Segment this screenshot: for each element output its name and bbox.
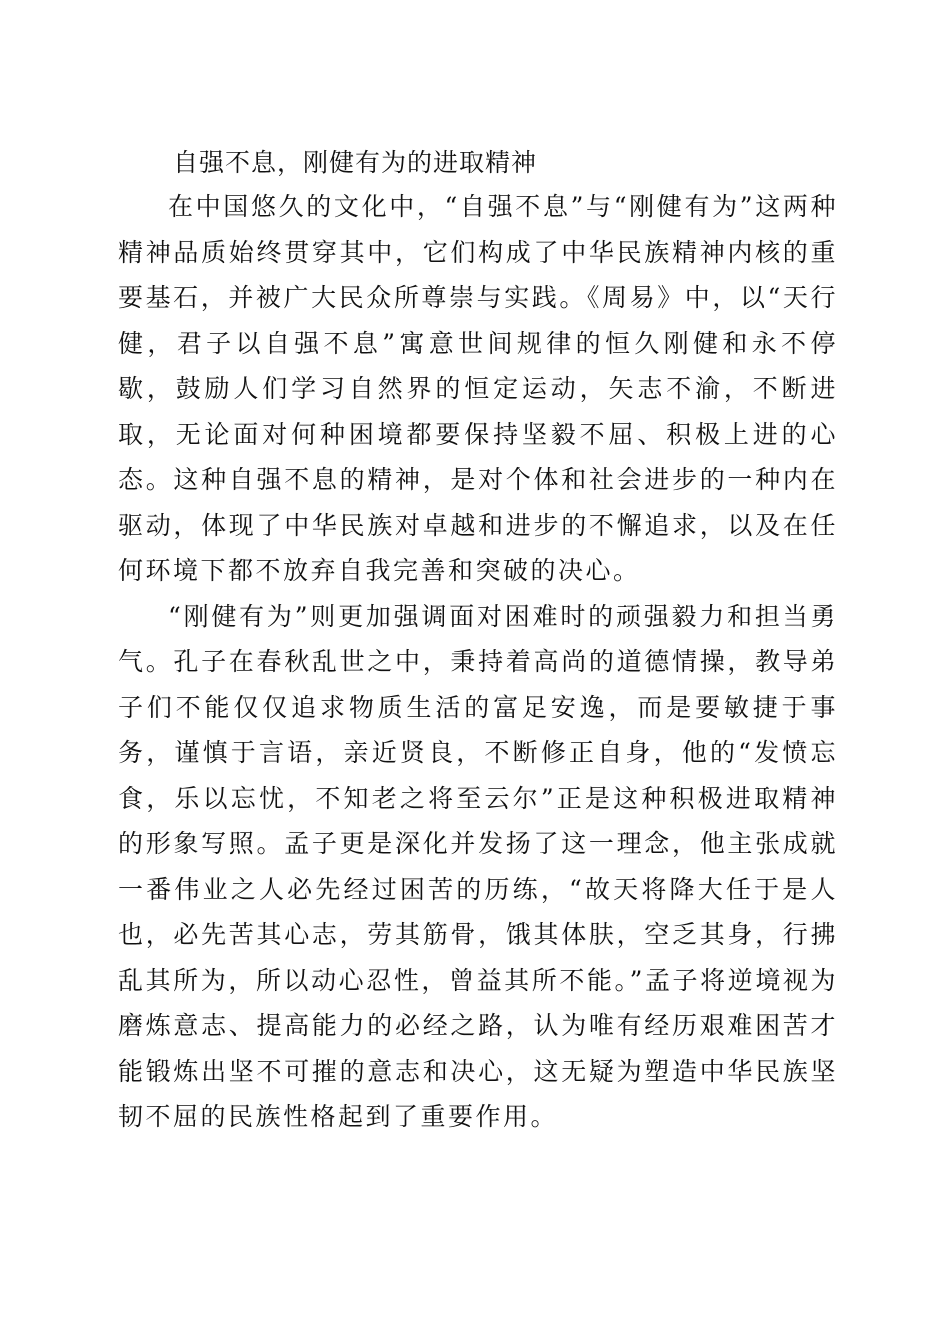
- paragraph-1: 在中国悠久的文化中，“自强不息”与“刚健有为”这两种精神品质始终贯穿其中，它们构成了中华民族精神内核的重要基石，并被广大民众所尊崇与实践。《周易》中，以“天行健，君子以自强不息”寓意世间规律的恒久刚健和永不停歇，鼓励人们学习自然界的恒定运动，矢志不渝，不断进取，无论面对何种困境都要保持坚毅不屈、积极上进的心态。这种自强不息的精神，是对个体和社会进步的一种内在驱动，体现了中华民族对卓越和进步的不懈追求，以及在任何环境下都不放弃自我完善和突破的决心。: [118, 192, 839, 585]
- document-body: [118, 142, 838, 1140]
- paragraph-2: “刚健有为”则更加强调面对困难时的顽强毅力和担当勇气。孔子在春秋乱世之中，秉持着高尚的道德情操，教导弟子们不能仅仅追求物质生活的富足安逸，而是要敏捷于事务，谨慎于言语，亲近贤良，不断修正自身，他的“发愤忘食，乐以忘忧，不知老之将至云尔”正是这种积极进取精神的形象写照。孟子更是深化并发扬了这一理念，他主张成就一番伟业之人必先经过困苦的历练，“故天将降大任于是人也，必先苦其心志，劳其筋骨，饿其体肤，空乏其身，行拂乱其所为，所以动心忍性，曾益其所不能。”孟子将逆境视为磨炼意志、提高能力的必经之路，认为唯有经历艰难困苦才能锻炼出坚不可摧的意志和决心，这无疑为塑造中华民族坚韧不屈的民族性格起到了重要作用。: [118, 601, 838, 1131]
- document-title: 自强不息，刚健有为的进取精神: [173, 148, 538, 177]
